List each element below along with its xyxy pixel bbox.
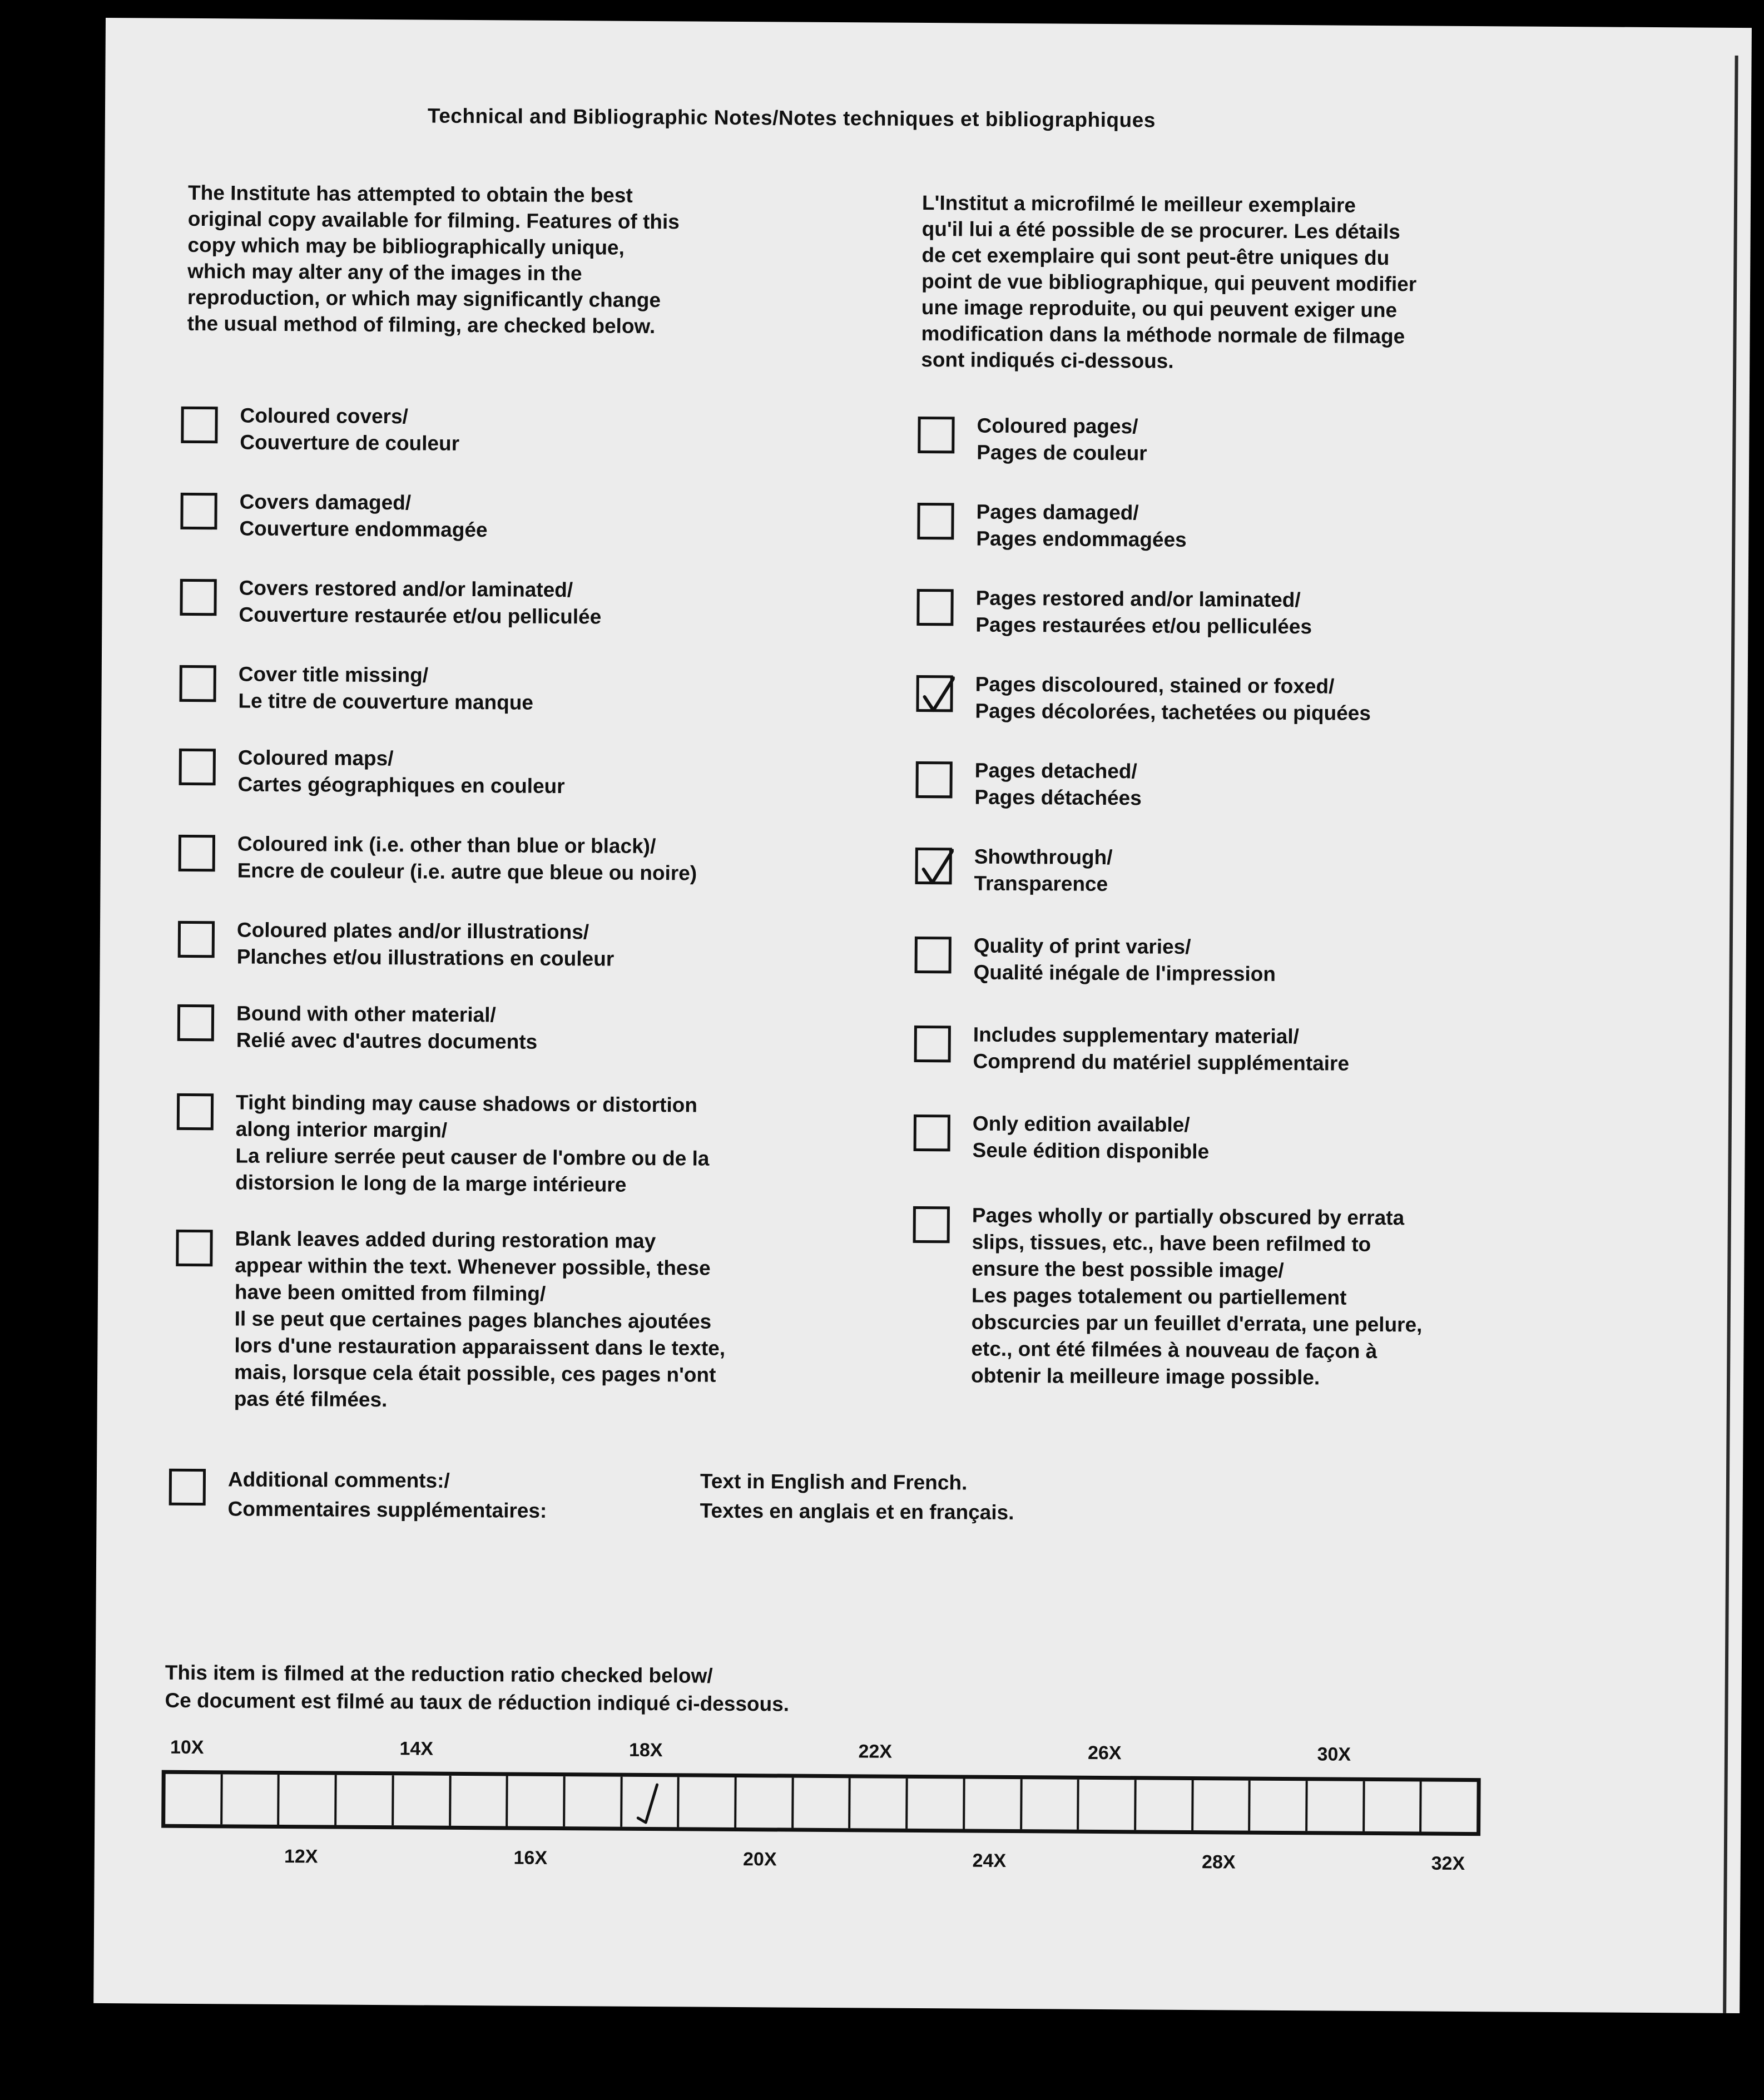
- left-checklist-label: Couverture endommagée: [239, 517, 488, 542]
- reduction-bottom-label: 28X: [1202, 1851, 1236, 1873]
- left-checklist-checkbox[interactable]: [176, 1230, 212, 1266]
- reduction-top-label: 22X: [858, 1741, 893, 1762]
- left-checklist-checkbox[interactable]: [177, 1093, 214, 1130]
- comments-value-fr: Textes en anglais et en français.: [700, 1499, 1014, 1524]
- right-checklist-item: [915, 843, 1112, 898]
- intro-line: modification dans la méthode normale de filmage: [921, 321, 1405, 348]
- right-checklist-label: obscurcies par un feuillet d'errata, une pelure,: [971, 1310, 1423, 1336]
- left-checklist-item: [177, 1000, 538, 1056]
- intro-line: copy which may be bibliographically unique,: [187, 233, 625, 259]
- left-checklist-label: Couverture de couleur: [240, 430, 460, 455]
- reduction-scale-cell[interactable]: [280, 1775, 337, 1825]
- left-checklist-label: Relié avec d'autres documents: [236, 1028, 538, 1053]
- intro-line: L'Institut a microfilmé le meilleur exemplaire: [921, 191, 1356, 217]
- left-checklist-label: pas été filmées.: [234, 1387, 388, 1411]
- right-checklist-label: Les pages totalement ou partiellement: [971, 1284, 1347, 1309]
- reduction-bottom-label: 20X: [742, 1849, 777, 1870]
- left-checklist-checkbox[interactable]: [179, 835, 215, 871]
- reduction-top-label: 10X: [170, 1736, 204, 1759]
- check-mark-icon: [921, 676, 954, 715]
- intro-line: de cet exemplaire qui sont peut-être uniques du: [921, 243, 1390, 270]
- right-checklist-label: obtenir la meilleure image possible.: [970, 1364, 1320, 1389]
- reduction-scale-cell[interactable]: [336, 1775, 394, 1826]
- intro-line: which may alter any of the images in the: [187, 259, 582, 285]
- right-checklist-label: Only edition available/: [972, 1112, 1190, 1136]
- left-checklist-checkbox[interactable]: [180, 579, 216, 616]
- reduction-scale-cell[interactable]: [1422, 1782, 1477, 1832]
- intro-english: [187, 180, 680, 339]
- reduction-scale-cell[interactable]: [679, 1777, 736, 1827]
- reduction-top-label: 14X: [399, 1738, 434, 1760]
- left-checklist-item: [178, 830, 697, 887]
- additional-comments-item: [169, 1464, 547, 1526]
- reduction-scale-cell[interactable]: [1250, 1781, 1307, 1831]
- left-checklist-label: Covers damaged/: [239, 490, 412, 514]
- left-checklist-label: Couverture restaurée et/ou pelliculée: [239, 603, 602, 628]
- left-checklist-checkbox[interactable]: [179, 665, 216, 702]
- reduction-bottom-label: 12X: [284, 1846, 318, 1868]
- reduction-bottom-label: 32X: [1431, 1853, 1465, 1874]
- left-checklist-label: Blank leaves added during restoration may: [235, 1227, 656, 1253]
- right-checklist-label: Includes supplementary material/: [973, 1023, 1300, 1048]
- right-checklist-checkbox[interactable]: [913, 1206, 950, 1243]
- reduction-scale-cell[interactable]: [165, 1774, 222, 1825]
- right-checklist-label: etc., ont été filmées à nouveau de façon à: [971, 1337, 1377, 1363]
- right-checklist-item: [913, 1110, 1209, 1165]
- left-checklist-label: Coloured ink (i.e. other than blue or black)/: [237, 832, 656, 858]
- right-checklist-label: Quality of print varies/: [973, 934, 1191, 958]
- reduction-bottom-label: 24X: [972, 1850, 1007, 1871]
- intro-line: The Institute has attempted to obtain the best: [187, 181, 633, 207]
- reduction-top-label: 18X: [628, 1739, 663, 1761]
- left-checklist-item: [180, 574, 601, 631]
- intro-line: sont indiqués ci-dessous.: [921, 348, 1174, 373]
- right-checklist-item: [914, 932, 1276, 988]
- left-checklist-label: appear within the text. Whenever possible, these: [235, 1254, 711, 1280]
- left-checklist-label: Cover title missing/: [238, 662, 429, 687]
- intro-line: point de vue bibliographique, qui peuvent modifier: [921, 269, 1417, 296]
- right-checklist-label: ensure the best possible image/: [972, 1257, 1284, 1282]
- reduction-scale-cell[interactable]: [394, 1775, 451, 1826]
- reduction-scale-cell[interactable]: [736, 1777, 794, 1828]
- check-mark-icon: [920, 848, 953, 887]
- reduction-scale-cell[interactable]: [508, 1776, 565, 1826]
- reduction-line-fr: Ce document est filmé au taux de réduction indiqué ci-dessous.: [165, 1688, 790, 1716]
- right-checklist-label: Pages endommagées: [976, 527, 1187, 551]
- left-checklist-item: [179, 661, 533, 716]
- intro-line: reproduction, or which may significantly change: [187, 285, 661, 312]
- left-checklist-label: Encre de couleur (i.e. autre que bleue ou noire): [237, 859, 697, 885]
- left-checklist-label: Planches et/ou illustrations en couleur: [236, 945, 615, 970]
- left-checklist-item: [175, 1225, 726, 1415]
- left-checklist-label: along interior margin/: [235, 1117, 448, 1142]
- right-checklist-label: Pages damaged/: [976, 500, 1139, 524]
- right-checklist-item: [916, 671, 1371, 727]
- left-checklist-label: Il se peut que certaines pages blanches ajoutées: [234, 1307, 712, 1333]
- intro-line: qu'il lui a été possible de se procurer. Les détails: [921, 217, 1400, 244]
- right-checklist-checkbox[interactable]: [914, 1026, 951, 1062]
- reduction-top-label: 26X: [1087, 1742, 1122, 1764]
- reduction-bottom-label: 16X: [513, 1847, 548, 1869]
- right-checklist-label: Qualité inégale de l'impression: [973, 960, 1276, 985]
- right-checklist-label: Coloured pages/: [977, 414, 1138, 438]
- right-checklist-label: Pages restored and/or laminated/: [975, 586, 1301, 612]
- sheet-edge-line: [1723, 56, 1738, 2013]
- left-checklist-checkbox[interactable]: [178, 921, 215, 958]
- right-checklist-label: Transparence: [974, 871, 1108, 896]
- reduction-scale-cell[interactable]: [1307, 1781, 1365, 1831]
- right-checklist-checkbox[interactable]: [918, 417, 954, 453]
- left-checklist-label: distorsion le long de la marge intérieure: [235, 1171, 627, 1196]
- right-checklist-label: Pages discoloured, stained or foxed/: [975, 672, 1335, 698]
- right-checklist-checkbox[interactable]: [914, 1115, 950, 1151]
- reduction-scale-cell[interactable]: [908, 1779, 965, 1829]
- right-checklist-checkbox[interactable]: [915, 848, 952, 884]
- reduction-line-en: This item is filmed at the reduction ratio checked below/: [165, 1661, 713, 1687]
- right-checklist-item: [918, 412, 1147, 467]
- comments-value: [700, 1467, 1014, 1527]
- check-mark-icon: [632, 1779, 666, 1826]
- right-checklist-label: Pages décolorées, tachetées ou piquées: [975, 699, 1371, 725]
- right-checklist-checkbox[interactable]: [917, 503, 954, 539]
- intro-line: the usual method of filming, are checked below.: [187, 311, 656, 338]
- right-checklist-checkbox[interactable]: [915, 761, 952, 798]
- left-checklist-item: [178, 917, 615, 973]
- left-checklist-label: La reliure serrée peut causer de l'ombre ou de la: [235, 1144, 710, 1170]
- reduction-scale-cell[interactable]: [1136, 1780, 1193, 1830]
- reduction-top-label: 30X: [1317, 1744, 1351, 1765]
- right-checklist-label: slips, tissues, etc., have been refilmed to: [972, 1230, 1371, 1256]
- reduction-scale-cell[interactable]: [222, 1774, 280, 1825]
- reduction-ratio-scale: [161, 1770, 1481, 1836]
- right-checklist-checkbox[interactable]: [915, 937, 952, 973]
- left-checklist-item: [176, 1089, 710, 1199]
- intro-french: [921, 190, 1417, 375]
- reduction-scale-cell[interactable]: [1079, 1780, 1136, 1830]
- left-checklist-label: Coloured maps/: [237, 746, 394, 770]
- right-checklist-item: [914, 1021, 1349, 1077]
- left-checklist-label: have been omitted from filming/: [234, 1280, 546, 1305]
- right-checklist-label: Pages de couleur: [977, 440, 1147, 465]
- page-title: Technical and Bibliographic Notes/Notes techniques et bibliographiques: [427, 104, 1156, 132]
- additional-comments-checkbox[interactable]: [169, 1469, 206, 1505]
- left-checklist-label: Le titre de couverture manque: [238, 689, 534, 714]
- left-checklist-checkbox[interactable]: [180, 493, 217, 529]
- left-checklist-item: [179, 744, 565, 800]
- left-checklist-checkbox[interactable]: [181, 407, 217, 443]
- comments-value-en: Text in English and French.: [700, 1469, 968, 1494]
- reduction-scale-cell[interactable]: [622, 1777, 680, 1827]
- left-checklist-label: Coloured covers/: [240, 404, 409, 428]
- left-checklist-label: Covers restored and/or laminated/: [239, 576, 573, 602]
- right-checklist-label: Comprend du matériel supplémentaire: [973, 1049, 1350, 1075]
- left-checklist-item: [180, 488, 488, 543]
- right-checklist-checkbox[interactable]: [916, 589, 953, 626]
- right-checklist-item: [912, 1202, 1423, 1392]
- right-checklist-label: Seule édition disponible: [972, 1138, 1210, 1163]
- right-checklist-item: [916, 585, 1312, 640]
- left-checklist-label: lors d'une restauration apparaissent dans le texte,: [234, 1334, 726, 1360]
- intro-line: une image reproduite, ou qui peuvent exiger une: [921, 295, 1398, 322]
- document-page: [93, 18, 1752, 2013]
- right-checklist-label: Pages détachées: [974, 785, 1142, 810]
- left-checklist-item: [181, 402, 459, 457]
- right-checklist-label: Pages wholly or partially obscured by errata: [972, 1203, 1405, 1230]
- reduction-scale-cell[interactable]: [851, 1778, 908, 1829]
- left-checklist-checkbox[interactable]: [179, 749, 216, 785]
- reduction-statement: [165, 1659, 789, 1718]
- intro-line: original copy available for filming. Features of this: [187, 207, 680, 234]
- right-checklist-item: [915, 757, 1142, 811]
- left-checklist-label: mais, lorsque cela était possible, ces pages n'ont: [234, 1360, 716, 1386]
- reduction-scale-cell[interactable]: [1365, 1781, 1422, 1832]
- left-checklist-checkbox[interactable]: [177, 1004, 214, 1041]
- right-checklist-label: Showthrough/: [974, 845, 1113, 869]
- right-checklist-label: Pages detached/: [974, 759, 1137, 783]
- reduction-scale-cell[interactable]: [451, 1776, 508, 1826]
- comments-label-fr: Commentaires supplémentaires:: [227, 1497, 547, 1522]
- right-checklist-checkbox[interactable]: [916, 675, 953, 712]
- left-checklist-label: Tight binding may cause shadows or distortion: [235, 1091, 698, 1117]
- left-checklist-label: Cartes géographiques en couleur: [237, 772, 565, 798]
- left-checklist-label: Coloured plates and/or illustrations/: [236, 918, 589, 944]
- comments-label-en: Additional comments:/: [227, 1468, 450, 1492]
- right-checklist-item: [917, 498, 1187, 553]
- reduction-scale-cell[interactable]: [1193, 1780, 1251, 1831]
- reduction-scale-cell[interactable]: [794, 1778, 851, 1829]
- reduction-scale-cell[interactable]: [965, 1779, 1022, 1830]
- right-checklist-label: Pages restaurées et/ou pelliculées: [975, 613, 1312, 638]
- reduction-scale-cell[interactable]: [1022, 1779, 1079, 1830]
- left-checklist-label: Bound with other material/: [236, 1002, 496, 1027]
- reduction-scale-cell[interactable]: [565, 1776, 622, 1827]
